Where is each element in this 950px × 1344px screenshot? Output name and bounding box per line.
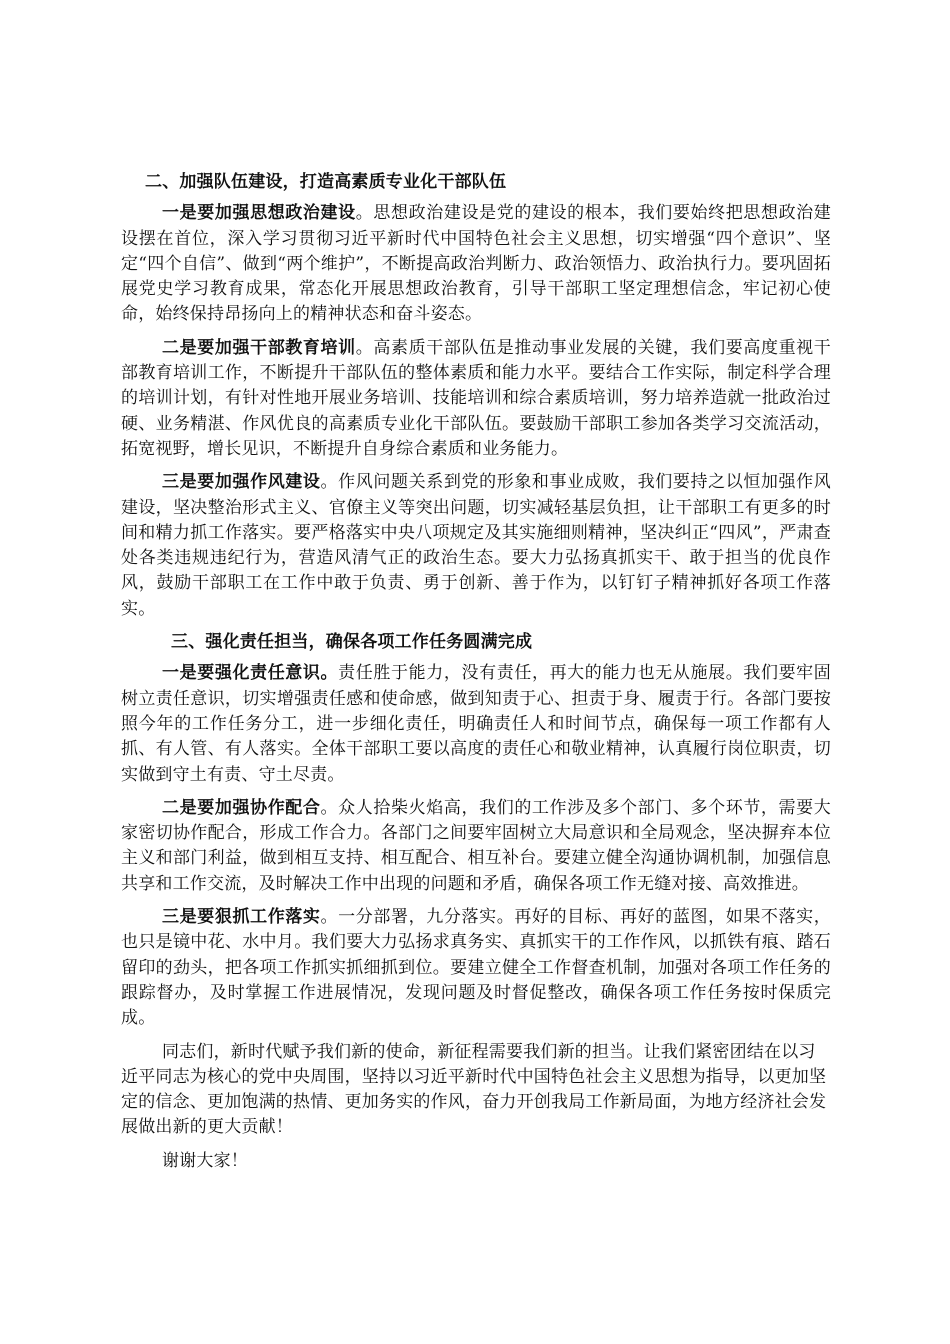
section-2-paragraph-3 bbox=[121, 470, 831, 622]
section-2-paragraph-3-lead: 三是要加强作风建设 bbox=[162, 472, 321, 493]
section-3-heading: 三、强化责任担当，确保各项工作任务圆满完成 bbox=[171, 632, 533, 653]
section-2-paragraph-2 bbox=[121, 336, 831, 462]
closing-thanks: 谢谢大家！ bbox=[162, 1150, 248, 1171]
section-3-paragraph-1-body: 责任胜于能力，没有责任，再大的能力也无从施展。我们要牢固树立责任意识，切实增强责任感和使命感，做到知责于心、担责于身、履责于行。各部门要按照今年的工作任务分工，进一步细化责任，明确责任人和时间节点，确保每一项工作都有人抓、有人管、有人落实。全体干部职工要以高度的责任心和敬业精神，认真履行岗位职责，切实做到守土有责、守土尽责。 bbox=[121, 663, 832, 785]
section-3-paragraph-2 bbox=[121, 796, 831, 897]
section-3-paragraph-2-body: 。众人拾柴火焰高，我们的工作涉及多个部门、多个环节，需要大家密切协作配合，形成工作合力。各部门之间要牢固树立大局意识和全局观念，坚决摒弃本位主义和部门利益，做到相互支持、相互配合、相互补台。要建立健全沟通协调机制，加强信息共享和工作交流，及时解决工作中出现的问题和矛盾，确保各项工作无缝对接、高效推进。 bbox=[121, 797, 831, 894]
section-3-paragraph-3-lead: 三是要狠抓工作落实 bbox=[162, 907, 321, 928]
section-2-paragraph-1 bbox=[121, 201, 831, 327]
section-3-paragraph-1-lead: 一是要强化责任意识。 bbox=[162, 663, 339, 684]
section-2-paragraph-2-body: 。高素质干部队伍是推动事业发展的关键，我们要高度重视干部教育培训工作，不断提升干部队伍的整体素质和能力水平。要结合工作实际，制定科学合理的培训计划，有针对性地开展业务培训、技能培训和综合素质培训，努力培养造就一批政治过硬、业务精湛、作风优良的高素质专业化干部队伍。要鼓励干部职工参加各类学习交流活动，拓宽视野，增长见识，不断提升自身综合素质和业务能力。 bbox=[121, 337, 831, 459]
section-2-paragraph-1-body: 。思想政治建设是党的建设的根本，我们要始终把思想政治建设摆在首位，深入学习贯彻习近平新时代中国特色社会主义思想，切实增强“四个意识”、坚定“四个自信”、做到“两个维护”，不断提高政治判断力、政治领悟力、政治执行力。要巩固拓展党史学习教育成果，常态化开展思想政治教育，引导干部职工坚定理想信念，牢记初心使命，始终保持昂扬向上的精神状态和奋斗姿态。 bbox=[121, 203, 831, 325]
section-3-paragraph-2-lead: 二是要加强协作配合 bbox=[162, 797, 321, 818]
section-2-paragraph-2-lead: 二是要加强干部教育培训 bbox=[162, 337, 356, 358]
document-body bbox=[121, 170, 831, 1182]
section-3-paragraph-3 bbox=[121, 905, 831, 1031]
section-2-paragraph-3-body: 。作风问题关系到党的形象和事业成败，我们要持之以恒加强作风建设，坚决整治形式主义、官僚主义等突出问题，切实减轻基层负担，让干部职工有更多的时间和精力抓工作落实。要严格落实中央八项规定及其实施细则精神，坚决纠正“四风”，严肃查处各类违规违纪行为，营造风清气正的政治生态。要大力弘扬真抓实干、敢于担当的优良作风，鼓励干部职工在工作中敢于负责、勇于创新、善于作为，以钉钉子精神抓好各项工作落实。 bbox=[121, 472, 831, 619]
section-2-paragraph-1-lead: 一是要加强思想政治建设 bbox=[162, 203, 356, 224]
section-3-paragraph-1 bbox=[121, 661, 831, 787]
section-2-heading: 二、加强队伍建设，打造高素质专业化干部队伍 bbox=[145, 172, 507, 192]
section-3-paragraph-3-body: 。一分部署，九分落实。再好的目标、再好的蓝图，如果不落实，也只是镜中花、水中月。我们要大力弘扬求真务实、真抓实干的工作作风，以抓铁有痕、踏石留印的劲头，把各项工作抓实抓细抓到位。要建立健全工作督查机制，加强对各项工作任务的跟踪督办，及时掌握工作进展情况，发现问题及时督促整改，确保各项工作任务按时保质完成。 bbox=[121, 907, 831, 1029]
closing-paragraph: 同志们，新时代赋予我们新的使命，新征程需要我们新的担当。让我们紧密团结在以习近平同志为核心的党中央周围，坚持以习近平新时代中国特色社会主义思想为指导，以更加坚定的信念、更加饱满的热情、更加务实的作风，奋力开创我局工作新局面，为地方经济社会发展做出新的更大贡献！ bbox=[121, 1041, 827, 1138]
